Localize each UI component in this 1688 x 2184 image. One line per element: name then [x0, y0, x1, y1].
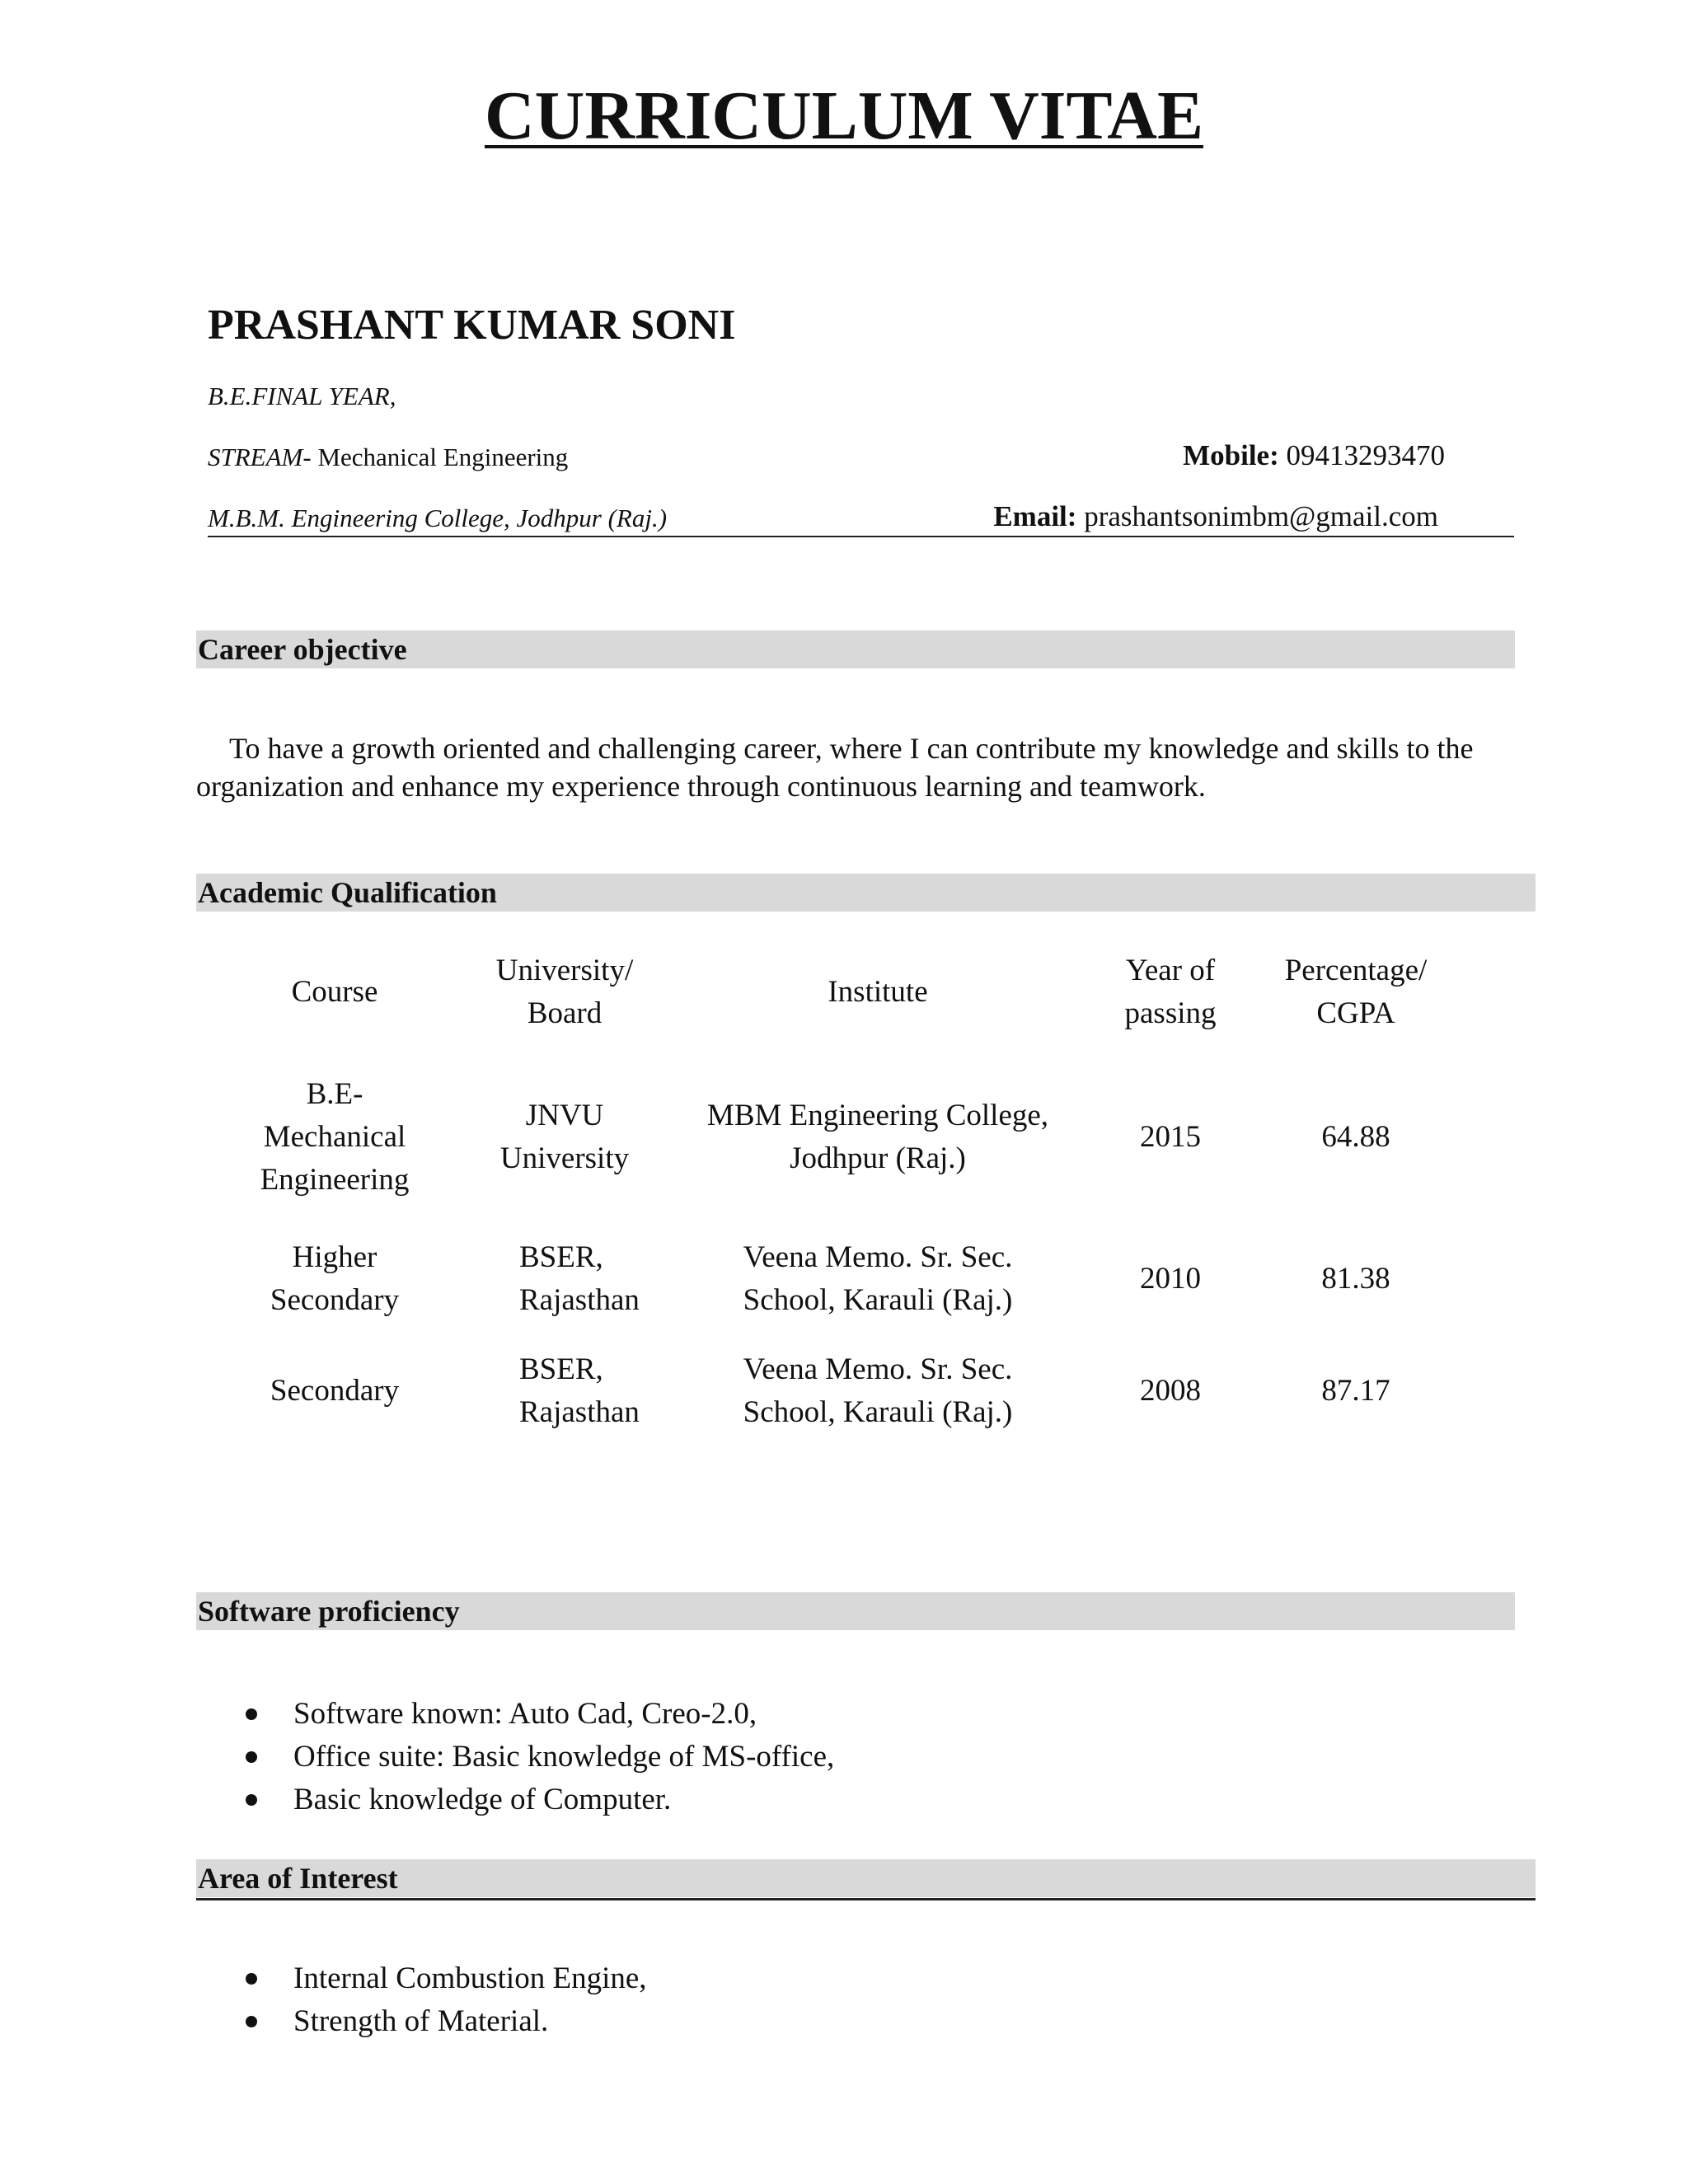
- stream-label: STREAM: [208, 443, 303, 471]
- area-of-interest-heading: Area of Interest: [196, 1859, 1536, 1897]
- cell-course: Secondary: [270, 1374, 400, 1408]
- candidate-name: PRASHANT KUMAR SONI: [208, 302, 736, 349]
- interest-divider: [196, 1898, 1536, 1900]
- header-divider: [208, 536, 1514, 537]
- list-item: Internal Combustion Engine,: [196, 1957, 647, 2000]
- cell-university: BSER, Rajasthan: [519, 1352, 640, 1429]
- email-address[interactable]: prashantsonimbm@gmail.com: [1076, 500, 1438, 532]
- mobile-number: 09413293470: [1278, 439, 1445, 471]
- cell-institute: Veena Memo. Sr. Sec. School, Karauli (Raj.): [743, 1240, 1013, 1317]
- cell-institute: Veena Memo. Sr. Sec. School, Karauli (Raj.): [743, 1352, 1013, 1429]
- list-item: Office suite: Basic knowledge of MS-office,: [196, 1736, 834, 1779]
- column-header-university: University/ Board: [495, 954, 634, 1030]
- column-header-course: Course: [291, 975, 378, 1009]
- cell-percentage: 81.38: [1321, 1262, 1390, 1296]
- stream-value: - Mechanical Engineering: [302, 443, 569, 471]
- stream-line: [208, 443, 568, 472]
- mobile-label: Mobile:: [1183, 439, 1279, 471]
- cell-year: 2015: [1140, 1120, 1201, 1154]
- study-year: B.E.FINAL YEAR,: [208, 382, 396, 410]
- career-objective-text: To have a growth oriented and challenging career, where I can contribute my knowledge and skills to the organization and enhance my experience through continuous learning and teamwork.: [196, 732, 1474, 803]
- college-name: M.B.M. Engineering College, Jodhpur (Raj.): [208, 504, 668, 532]
- cell-year: 2010: [1140, 1262, 1201, 1296]
- cell-university: JNVU University: [499, 1099, 630, 1175]
- cell-percentage: 64.88: [1321, 1120, 1390, 1154]
- document-title: CURRICULUM VITAE: [485, 77, 1203, 154]
- mobile-line: [1183, 439, 1445, 472]
- academic-qualification-heading: Academic Qualification: [196, 874, 1536, 912]
- list-item: Strength of Material.: [196, 2000, 647, 2043]
- cell-university: BSER, Rajasthan: [519, 1240, 640, 1317]
- list-item: Basic knowledge of Computer.: [196, 1779, 834, 1821]
- career-objective-heading: Career objective: [196, 630, 1515, 668]
- cell-course: B.E- Mechanical Engineering: [260, 1077, 410, 1197]
- software-proficiency-heading: Software proficiency: [196, 1592, 1515, 1630]
- cell-course: Higher Secondary: [270, 1240, 400, 1317]
- email-line: [993, 500, 1438, 533]
- cell-percentage: 87.17: [1321, 1374, 1390, 1408]
- email-label: Email:: [993, 500, 1077, 532]
- cell-institute: MBM Engineering College, Jodhpur (Raj.): [706, 1099, 1049, 1175]
- column-header-year: Year of passing: [1124, 954, 1217, 1030]
- list-item: Software known: Auto Cad, Creo-2.0,: [196, 1693, 834, 1736]
- column-header-institute: Institute: [828, 975, 928, 1009]
- column-header-percentage: Percentage/ CGPA: [1284, 954, 1428, 1030]
- interest-list: [196, 1957, 647, 2043]
- cell-year: 2008: [1140, 1374, 1201, 1408]
- software-list: [196, 1693, 834, 1821]
